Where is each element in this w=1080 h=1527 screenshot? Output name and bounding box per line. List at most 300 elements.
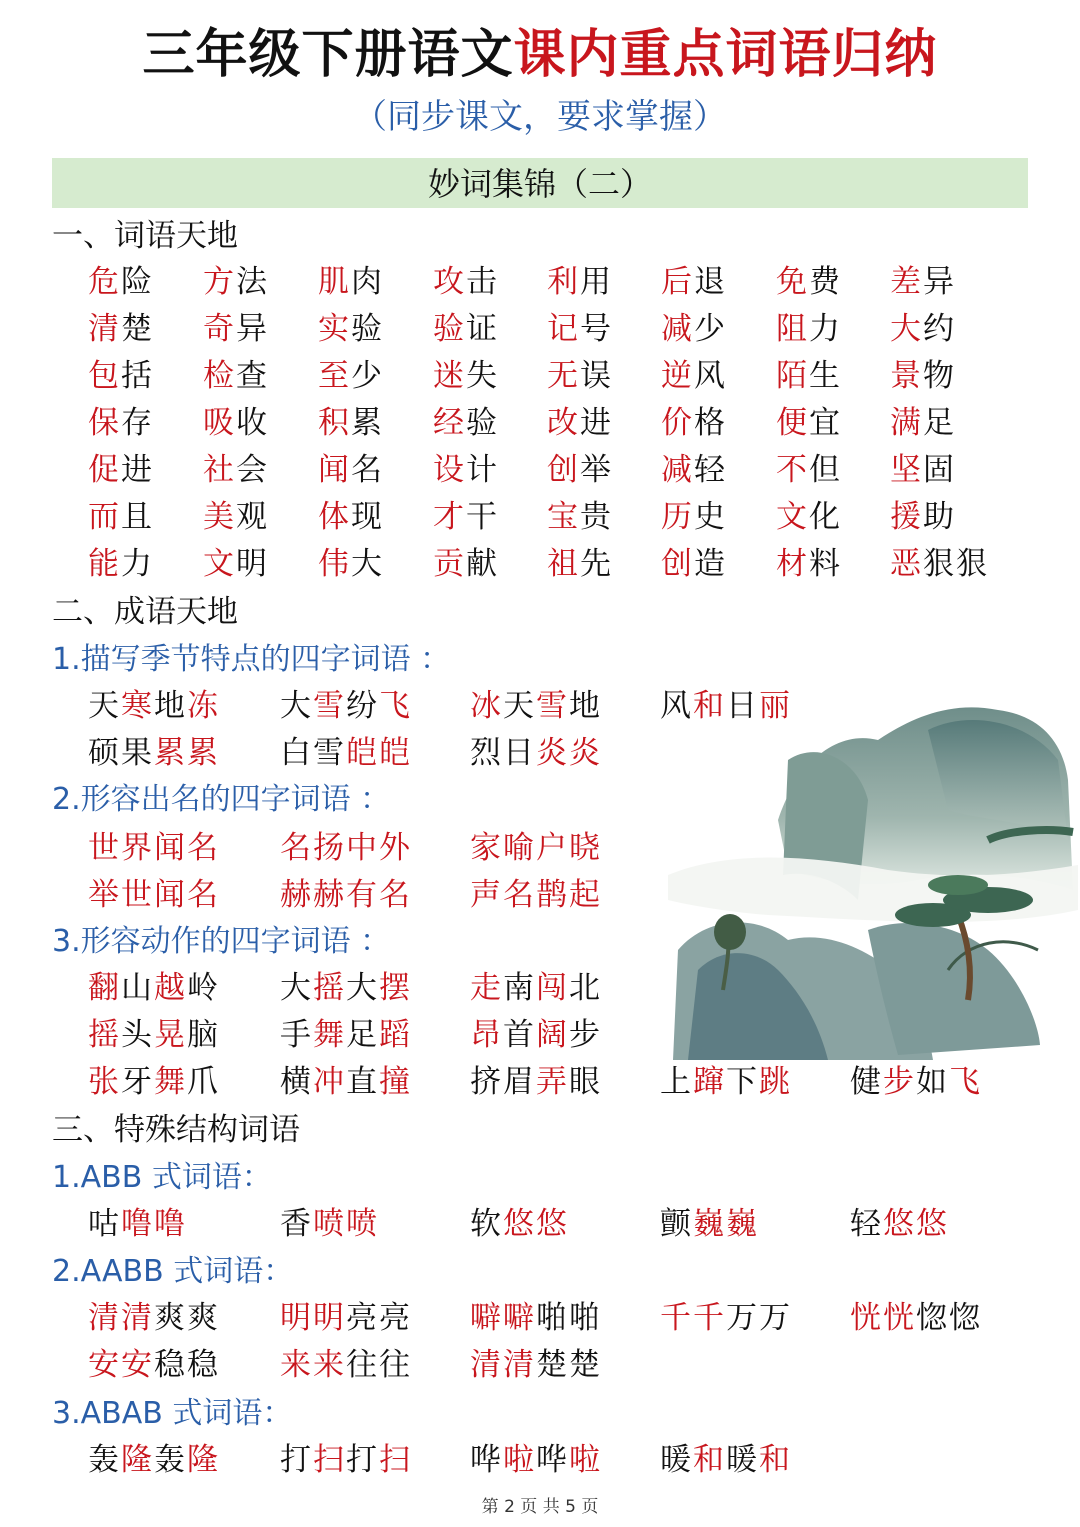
- word-part: 计: [466, 452, 499, 488]
- word-part: 生: [809, 358, 842, 394]
- word-part: 扫: [379, 1442, 412, 1478]
- word-part: 促: [88, 452, 121, 488]
- word-part: 越: [154, 970, 187, 1006]
- title-black: 三年级下册语文: [142, 25, 514, 85]
- word-part: 牙: [121, 1064, 154, 1100]
- word-part: 地: [154, 688, 187, 724]
- word-part: 存: [121, 405, 154, 441]
- word-part: 轰: [154, 1442, 187, 1478]
- subtitle: （同步课文，要求掌握）: [353, 97, 727, 137]
- word-part: 万万: [726, 1300, 792, 1336]
- word-item: [280, 1343, 412, 1387]
- word-part: 下: [726, 1064, 759, 1100]
- section2-sub3: 3.形容动作的四字词语 ：: [52, 924, 391, 959]
- word-part: 天: [503, 688, 536, 724]
- word-part: 足: [346, 1017, 379, 1053]
- word-part: 首: [503, 1017, 536, 1053]
- word-item: [433, 260, 499, 304]
- word-item: [88, 495, 154, 539]
- word-part: 步: [569, 1017, 602, 1053]
- word-part: 但: [809, 452, 842, 488]
- word-part: 香: [280, 1206, 313, 1242]
- word-part: 收: [236, 405, 269, 441]
- word-item: [88, 1438, 220, 1482]
- word-part: 风: [694, 358, 727, 394]
- word-part: 直: [346, 1064, 379, 1100]
- page-title: [0, 22, 1080, 88]
- word-part: 昂: [470, 1017, 503, 1053]
- word-part: 咕: [88, 1206, 121, 1242]
- word-part: 轻: [850, 1206, 883, 1242]
- word-part: 攻: [433, 264, 466, 300]
- word-part: 啦: [503, 1442, 536, 1478]
- word-part: 大: [280, 970, 313, 1006]
- word-item: [203, 307, 269, 351]
- word-item: [890, 260, 956, 304]
- word-part: 造: [694, 546, 727, 582]
- word-part: 啦: [569, 1442, 602, 1478]
- word-part: 爽爽: [154, 1300, 220, 1336]
- word-part: 而: [88, 499, 121, 535]
- word-part: 危: [88, 264, 121, 300]
- word-part: 横: [280, 1064, 313, 1100]
- word-item: [661, 307, 727, 351]
- mountain-landscape-illustration: [668, 700, 1080, 1072]
- word-item: [470, 1438, 602, 1482]
- word-part: 观: [236, 499, 269, 535]
- word-part: 异: [923, 264, 956, 300]
- word-part: 楚: [121, 311, 154, 347]
- word-item: [776, 401, 842, 445]
- word-item: [88, 448, 154, 492]
- word-part: 查: [236, 358, 269, 394]
- word-part: 险: [121, 264, 154, 300]
- word-part: 天: [88, 688, 121, 724]
- word-item: [850, 1060, 982, 1104]
- word-part: 包: [88, 358, 121, 394]
- word-part: 飞: [379, 688, 412, 724]
- word-part: 软: [470, 1206, 503, 1242]
- word-item: [547, 401, 613, 445]
- word-item: [661, 448, 727, 492]
- word-part: 记: [547, 311, 580, 347]
- word-part: 能: [88, 546, 121, 582]
- word-part: 步: [883, 1064, 916, 1100]
- word-part: 举世闻名: [88, 877, 220, 913]
- word-item: [280, 1438, 412, 1482]
- word-item: [890, 448, 956, 492]
- word-part: 颤: [660, 1206, 693, 1242]
- word-part: 足: [923, 405, 956, 441]
- word-item: [890, 354, 956, 398]
- word-part: 坚: [890, 452, 923, 488]
- word-item: [88, 1013, 220, 1057]
- word-part: 无: [547, 358, 580, 394]
- word-item: [88, 731, 220, 775]
- word-part: 号: [580, 311, 613, 347]
- word-part: 现: [351, 499, 384, 535]
- word-item: [280, 966, 412, 1010]
- word-part: 材: [776, 546, 809, 582]
- title-red: 课内重点词语归纳: [513, 25, 938, 85]
- word-part: 吸: [203, 405, 236, 441]
- word-item: [88, 1343, 220, 1387]
- word-part: 累: [351, 405, 384, 441]
- word-part: 物: [923, 358, 956, 394]
- word-part: 阻: [776, 311, 809, 347]
- word-part: 雪: [313, 735, 346, 771]
- word-part: 力: [121, 546, 154, 582]
- word-part: 不: [776, 452, 809, 488]
- word-part: 少: [351, 358, 384, 394]
- word-item: [280, 684, 412, 728]
- word-part: 挤: [470, 1064, 503, 1100]
- word-item: [318, 495, 384, 539]
- word-item: [318, 307, 384, 351]
- word-part: 稳稳: [154, 1347, 220, 1383]
- word-part: 暖: [660, 1442, 693, 1478]
- word-part: 史: [694, 499, 727, 535]
- word-item: [318, 542, 384, 586]
- word-item: [280, 1060, 412, 1104]
- word-part: 蹈: [379, 1017, 412, 1053]
- word-part: 奇: [203, 311, 236, 347]
- word-part: 巍巍: [693, 1206, 759, 1242]
- word-item: [318, 448, 384, 492]
- word-item: [88, 260, 154, 304]
- word-part: 免: [776, 264, 809, 300]
- word-part: 冲: [313, 1064, 346, 1100]
- word-part: 暖: [726, 1442, 759, 1478]
- word-part: 手: [280, 1017, 313, 1053]
- word-part: 声名鹊起: [470, 877, 602, 913]
- word-part: 法: [236, 264, 269, 300]
- word-item: [318, 354, 384, 398]
- word-part: 实: [318, 311, 351, 347]
- word-part: 利: [547, 264, 580, 300]
- section2-sub1: 1.描写季节特点的四字词语 ：: [52, 642, 451, 677]
- word-part: 至: [318, 358, 351, 394]
- word-part: 丽: [759, 688, 792, 724]
- word-item: [547, 495, 613, 539]
- word-part: 文: [776, 499, 809, 535]
- word-part: 摇: [313, 970, 346, 1006]
- word-item: [661, 401, 727, 445]
- word-part: 用: [580, 264, 613, 300]
- word-part: 贵: [580, 499, 613, 535]
- word-part: 噜噜: [121, 1206, 187, 1242]
- word-part: 保: [88, 405, 121, 441]
- word-part: 经: [433, 405, 466, 441]
- word-part: 异: [236, 311, 269, 347]
- word-part: 哗: [536, 1442, 569, 1478]
- word-part: 舞: [154, 1064, 187, 1100]
- word-item: [318, 401, 384, 445]
- word-part: 眼: [569, 1064, 602, 1100]
- word-item: [470, 1202, 569, 1246]
- word-part: 料: [809, 546, 842, 582]
- word-part: 误: [580, 358, 613, 394]
- word-item: [88, 354, 154, 398]
- word-item: [890, 401, 956, 445]
- word-item: [776, 495, 842, 539]
- word-part: 宜: [809, 405, 842, 441]
- word-part: 价: [661, 405, 694, 441]
- word-item: [88, 542, 154, 586]
- word-part: 击: [466, 264, 499, 300]
- word-part: 来来: [280, 1347, 346, 1383]
- word-item: [88, 307, 154, 351]
- word-item: [470, 684, 602, 728]
- word-part: 扫: [313, 1442, 346, 1478]
- word-part: 世界闻名: [88, 830, 220, 866]
- word-part: 阔: [536, 1017, 569, 1053]
- word-part: 跳: [759, 1064, 792, 1100]
- word-item: [203, 260, 269, 304]
- word-item: [88, 966, 220, 1010]
- word-item: [660, 1202, 759, 1246]
- word-part: 明明: [280, 1300, 346, 1336]
- word-part: 如: [916, 1064, 949, 1100]
- word-item: [433, 542, 499, 586]
- word-part: 约: [923, 311, 956, 347]
- word-part: 验: [466, 405, 499, 441]
- word-item: [203, 401, 269, 445]
- word-item: [470, 731, 602, 775]
- word-part: 赫赫有名: [280, 877, 412, 913]
- section3-sub3: 3.ABAB 式词语：: [52, 1396, 293, 1431]
- word-part: 地: [569, 688, 602, 724]
- word-item: [470, 1296, 602, 1340]
- word-part: 果: [121, 735, 154, 771]
- word-item: [661, 495, 727, 539]
- word-part: 轻: [694, 452, 727, 488]
- word-item: [547, 542, 613, 586]
- word-part: 清: [88, 311, 121, 347]
- word-part: 先: [580, 546, 613, 582]
- word-part: 眉: [503, 1064, 536, 1100]
- word-item: [203, 354, 269, 398]
- word-item: [890, 542, 989, 586]
- word-item: [776, 307, 842, 351]
- word-part: 冻: [187, 688, 220, 724]
- word-part: 陌: [776, 358, 809, 394]
- page-number-footer: 第 2 页 共 5 页: [481, 1497, 599, 1517]
- word-part: 山: [121, 970, 154, 1006]
- word-item: [776, 542, 842, 586]
- word-part: 南: [503, 970, 536, 1006]
- word-part: 和: [693, 1442, 726, 1478]
- word-part: 迷: [433, 358, 466, 394]
- word-part: 悠悠: [883, 1206, 949, 1242]
- word-part: 后: [661, 264, 694, 300]
- word-part: 冰: [470, 688, 503, 724]
- word-part: 验: [351, 311, 384, 347]
- word-item: [660, 1060, 792, 1104]
- word-part: 舞: [313, 1017, 346, 1053]
- word-item: [280, 1296, 412, 1340]
- word-part: 千千: [660, 1300, 726, 1336]
- word-item: [433, 354, 499, 398]
- word-part: 举: [580, 452, 613, 488]
- word-part: 风: [660, 688, 693, 724]
- word-part: 雪: [536, 688, 569, 724]
- word-item: [88, 1296, 220, 1340]
- word-part: 才: [433, 499, 466, 535]
- section1-heading: 一、词语天地: [52, 218, 238, 254]
- section3-sub1: 1.ABB 式词语：: [52, 1160, 272, 1195]
- word-part: 便: [776, 405, 809, 441]
- word-part: 寒: [121, 688, 154, 724]
- word-part: 肉: [351, 264, 384, 300]
- word-part: 创: [661, 546, 694, 582]
- word-item: [433, 401, 499, 445]
- word-part: 体: [318, 499, 351, 535]
- word-part: 纷: [346, 688, 379, 724]
- word-part: 恍恍: [850, 1300, 916, 1336]
- word-part: 肌: [318, 264, 351, 300]
- word-part: 轰: [88, 1442, 121, 1478]
- word-part: 健: [850, 1064, 883, 1100]
- word-part: 且: [121, 499, 154, 535]
- word-item: [280, 731, 412, 775]
- word-part: 减: [661, 452, 694, 488]
- word-item: [890, 495, 956, 539]
- word-part: 往往: [346, 1347, 412, 1383]
- word-part: 悠悠: [503, 1206, 569, 1242]
- word-item: [547, 307, 613, 351]
- word-part: 岭: [187, 970, 220, 1006]
- word-item: [280, 1013, 412, 1057]
- word-part: 验: [433, 311, 466, 347]
- word-part: 会: [236, 452, 269, 488]
- word-part: 脑: [187, 1017, 220, 1053]
- word-item: [203, 495, 269, 539]
- word-part: 亮亮: [346, 1300, 412, 1336]
- section2-heading: 二、成语天地: [52, 594, 238, 630]
- word-part: 清清: [88, 1300, 154, 1336]
- word-part: 惚惚: [916, 1300, 982, 1336]
- word-item: [318, 260, 384, 304]
- word-item: [88, 826, 220, 870]
- word-item: [470, 826, 602, 870]
- word-part: 大: [280, 688, 313, 724]
- word-item: [776, 354, 842, 398]
- word-part: 差: [890, 264, 923, 300]
- word-part: 炎炎: [536, 735, 602, 771]
- word-item: [547, 354, 613, 398]
- word-part: 名扬中外: [280, 830, 412, 866]
- word-item: [280, 873, 412, 917]
- word-part: 括: [121, 358, 154, 394]
- word-part: 恶: [890, 546, 923, 582]
- word-part: 隆: [121, 1442, 154, 1478]
- word-part: 失: [466, 358, 499, 394]
- word-part: 文: [203, 546, 236, 582]
- word-item: [661, 260, 727, 304]
- word-item: [88, 873, 220, 917]
- word-part: 晃: [154, 1017, 187, 1053]
- word-part: 清清: [470, 1347, 536, 1383]
- word-part: 大: [351, 546, 384, 582]
- word-part: 逆: [661, 358, 694, 394]
- word-part: 宝: [547, 499, 580, 535]
- word-part: 历: [661, 499, 694, 535]
- word-part: 和: [759, 1442, 792, 1478]
- word-item: [547, 448, 613, 492]
- word-part: 美: [203, 499, 236, 535]
- word-part: 化: [809, 499, 842, 535]
- word-part: 社: [203, 452, 236, 488]
- word-part: 大: [890, 311, 923, 347]
- word-item: [661, 542, 727, 586]
- word-part: 爪: [187, 1064, 220, 1100]
- word-part: 少: [694, 311, 727, 347]
- word-part: 噼噼: [470, 1300, 536, 1336]
- word-item: [660, 684, 792, 728]
- word-part: 摆: [379, 970, 412, 1006]
- word-item: [776, 260, 842, 304]
- word-part: 家喻户晓: [470, 830, 602, 866]
- word-part: 贡: [433, 546, 466, 582]
- word-part: 撞: [379, 1064, 412, 1100]
- word-item: [470, 1013, 602, 1057]
- word-part: 大: [346, 970, 379, 1006]
- word-part: 狠狠: [923, 546, 989, 582]
- word-item: [547, 260, 613, 304]
- word-item: [433, 495, 499, 539]
- word-part: 张: [88, 1064, 121, 1100]
- word-part: 进: [580, 405, 613, 441]
- section-banner: 妙词集锦（二）: [52, 158, 1028, 208]
- word-part: 景: [890, 358, 923, 394]
- word-part: 闻: [318, 452, 351, 488]
- word-part: 隆: [187, 1442, 220, 1478]
- word-part: 证: [466, 311, 499, 347]
- word-item: [850, 1202, 949, 1246]
- word-part: 累累: [154, 735, 220, 771]
- word-part: 烈: [470, 735, 503, 771]
- word-part: 和: [693, 688, 726, 724]
- word-item: [776, 448, 842, 492]
- word-part: 设: [433, 452, 466, 488]
- word-item: [660, 1438, 792, 1482]
- word-part: 打: [280, 1442, 313, 1478]
- word-item: [470, 1060, 602, 1104]
- word-part: 助: [923, 499, 956, 535]
- word-part: 硕: [88, 735, 121, 771]
- word-item: [203, 448, 269, 492]
- word-part: 蹿: [693, 1064, 726, 1100]
- word-item: [88, 401, 154, 445]
- word-part: 打: [346, 1442, 379, 1478]
- word-part: 费: [809, 264, 842, 300]
- word-part: 进: [121, 452, 154, 488]
- word-part: 北: [569, 970, 602, 1006]
- section3-sub2: 2.AABB 式词语：: [52, 1254, 294, 1289]
- word-part: 减: [661, 311, 694, 347]
- word-item: [470, 873, 602, 917]
- word-item: [88, 1060, 220, 1104]
- word-part: 满: [890, 405, 923, 441]
- word-part: 固: [923, 452, 956, 488]
- word-part: 伟: [318, 546, 351, 582]
- section2-sub2: 2.形容出名的四字词语 ：: [52, 782, 391, 817]
- word-item: [470, 966, 602, 1010]
- word-item: [88, 684, 220, 728]
- word-item: [661, 354, 727, 398]
- word-part: 走: [470, 970, 503, 1006]
